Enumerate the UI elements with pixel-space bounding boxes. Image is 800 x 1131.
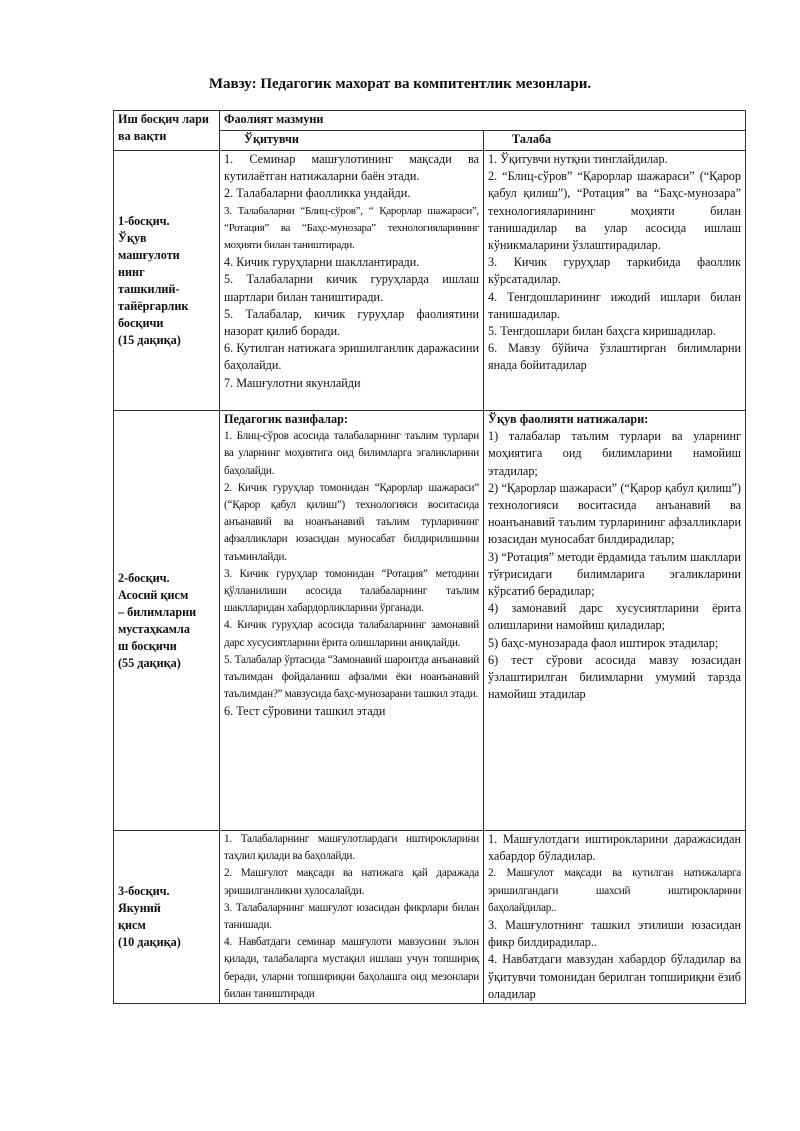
teacher-item: 1. Талабаларнинг машғулотлардаги иштирокларини таҳлил қилади ва баҳолайди.: [224, 833, 479, 863]
teacher-column-header: Ўқитувчи: [220, 131, 484, 151]
stage-label: нинг: [118, 264, 145, 279]
stage-row-2: [114, 411, 746, 831]
stage-cell-3: [114, 831, 220, 1004]
stage-row-1: [114, 151, 746, 411]
stage-label: ташкилий-: [118, 281, 180, 296]
teacher-item: 1. Блиц-сўров асосида талабаларнинг таълим турлари ва уларнинг моҳиятига оид билимларга эгаликларини баҳолайди.: [224, 430, 479, 477]
student-item: 2. “Блиц-сўров” “Қарорлар шажараси” (“Қарор қабул қилиш”), “Ротация” ва “Баҳс-мунозара” технологияларининг моҳияти билан танишадилар ва улар асосида ишлаш кўникмаларини ўзлаштирадилар.: [488, 169, 741, 253]
student-item: 4) замонавий дарс хусусиятларини ёрита олишларини намойиш қиладилар;: [488, 601, 741, 633]
teacher-item: 5. Талабалар ўртасида “Замонавий шароитда анъанавий таълимдан фойдаланиш афзалми ёки ноанъанавий таълимдан?” мавзусида баҳс-мунозарани ташкил этади.: [224, 653, 479, 701]
student-cell-1: [484, 151, 746, 411]
teacher-cell-2: [220, 411, 484, 831]
student-item: 4. Навбатдаги мавзудан хабардор бўладилар ва ўқитувчи томонидан берилган топшириқни ёзиб оладилар: [488, 952, 741, 1001]
stage-duration: (10 дақиқа): [118, 935, 181, 950]
teacher-item: 3. Талабаларни “Блиц-сўров”, “ Қарорлар шажараси”, “Ротация” ва “Баҳс-мунозара” технологияларининг моҳияти билан таништиради.: [224, 204, 479, 252]
student-item: 1. Ўқитувчи нутқни тинглайдилар.: [488, 152, 668, 166]
student-item: 2) “Қарорлар шажараси” (“Қарор қабул қилиш”) технологияси воситасида анъанавий ва ноанъанавий таълим турларининг афзалликлари юзасидан муносабат билдирадилар;: [488, 480, 741, 547]
teacher-item: 5. Талабаларни кичик гуруҳларда ишлаш шартлари билан таништиради.: [224, 272, 479, 304]
teacher-item: 4. Кичик гуруҳларни шакллантиради.: [224, 255, 420, 270]
stage-cell-2: [114, 411, 220, 831]
student-item: 2. Машғулот мақсади ва кутилган натижаларга эришилгандаги шахсий иштирокларини баҳолайдилар..: [488, 867, 741, 914]
teacher-cell-3: [220, 831, 484, 1004]
student-item: 6. Мавзу бўйича ўзлаштирган билимларни янада бойитадилар: [488, 341, 741, 373]
teacher-item: 3. Талабаларнинг машғулот юзасидан фикрлари билан танишади.: [224, 901, 479, 932]
stage-label: машғулоти: [118, 247, 180, 262]
teacher-item: 1. Семинар машғулотининг мақсади ва кутилаётган натижаларни баён этади.: [224, 152, 479, 184]
student-item: 1. Машғулотдаги иштирокларини даражасидан хабардор бўладилар.: [488, 832, 741, 864]
stage-label: Якуний: [118, 901, 161, 916]
lesson-plan-table: [113, 110, 746, 1004]
student-item: 3) “Ротация” методи ёрдамида таълим шакллари тўғрисидаги билимларига эгаликларини кўрсатиб берадилар;: [488, 549, 741, 599]
teacher-item: 5. Талабалар, кичик гуруҳлар фаолиятини назорат қилиб боради.: [224, 306, 479, 339]
teacher-item: 2. Кичик гуруҳлар томонидан “Қарорлар шажараси” (“Қарор қабул қилиш”) технологияси воситасида анъанавий ва ноанъанавий таълим турларининг афзалликлари юзасидан муносабат билдирилишини таъминлайди.: [224, 481, 479, 563]
teacher-item: 4. Навбатдаги семинар машғулоти мавзусини эълон қилади, талабаларга мустақил ишлаш учун топшириқ беради, уларни топшириқни баҳолашга оид мезонлари билан таништиради: [224, 936, 479, 1000]
stage-label: Асосий қисм: [118, 587, 189, 602]
teacher-item: 2. Талабаларни фаолликка ундайди.: [224, 186, 411, 201]
stage-label: 1-босқич.: [118, 213, 170, 228]
student-item: 4. Тенгдошларининг ижодий ишлари билан танишадилар.: [488, 289, 741, 321]
stage-label: мустаҳкамла: [118, 621, 190, 636]
stage-label: 3-босқич.: [118, 884, 170, 899]
student-item: 5) баҳс-мунозарада фаол иштирок этадилар;: [488, 635, 719, 650]
stage-row-3: [114, 831, 746, 1004]
stage-label: Ўқув: [118, 230, 147, 245]
student-cell-3: [484, 831, 746, 1004]
teacher-item: 6. Тест сўровини ташкил этади: [224, 704, 386, 719]
stage-column-header: Иш босқич лари ва вақти: [114, 111, 220, 151]
stage-duration: (15 дақиқа): [118, 332, 181, 347]
teacher-item: 6. Кутилган натижага эришилганлик даражасини баҳолайди.: [224, 341, 479, 373]
stage-cell-1: [114, 151, 220, 411]
teacher-item: 7. Машғулотни якунлайди: [224, 375, 361, 390]
stage-label: ш босқичи: [118, 638, 177, 653]
student-cell-2: [484, 411, 746, 831]
student-item: 1) талабалар таълим турлари ва уларнинг моҳиятига оид билимларини намойиш этадилар;: [488, 429, 741, 478]
stage-label: 2-босқич.: [118, 570, 170, 585]
teacher-item: 3. Кичик гуруҳлар томонидан “Ротация” методини қўлланилиши асосида талабаларнинг таълим шаклларидан хабардорликларини ўрганади.: [224, 567, 479, 615]
stage-duration: (55 дақиқа): [118, 655, 181, 670]
student-column-header: Талаба: [484, 131, 746, 151]
header-row: [114, 111, 746, 131]
stage-label: – билимларни: [118, 604, 197, 619]
stage-label: тайёргарлик: [118, 298, 189, 313]
page-title: Мавзу: Педагогик махорат ва компитентлик мезонлари.: [208, 76, 592, 92]
teacher-item: 4. Кичик гуруҳлар асосида талабаларнинг замонавий дарс хусусиятларини ёрита олишларини аниқлайди.: [224, 619, 479, 649]
teacher-cell-1: [220, 151, 484, 411]
student-item: 6) тест сўрови асосида мавзу юзасидан ўзлаштирилган билимларни умумий тарзда намойиш этадилар: [488, 652, 741, 702]
teacher-tasks-heading: Педагогик вазифалар:: [224, 412, 348, 426]
stage-label: қисм: [118, 918, 146, 933]
teacher-item: 2. Машғулот мақсади ва натижага қай даражада эришилганликни хулосалайди.: [224, 867, 479, 897]
stage-label: босқичи: [118, 315, 164, 330]
student-item: 3. Машғулотнинг ташкил этилиши юзасидан фикр билдирадилар..: [488, 918, 741, 950]
student-item: 3. Кичик гуруҳлар таркибида фаоллик кўрсатадилар.: [488, 255, 741, 287]
content-column-header: Фаолият мазмуни: [220, 111, 746, 131]
student-results-heading: Ўқув фаолияти натижалари:: [488, 412, 649, 426]
student-item: 5. Тенгдошлари билан баҳсга киришадилар.: [488, 324, 716, 339]
